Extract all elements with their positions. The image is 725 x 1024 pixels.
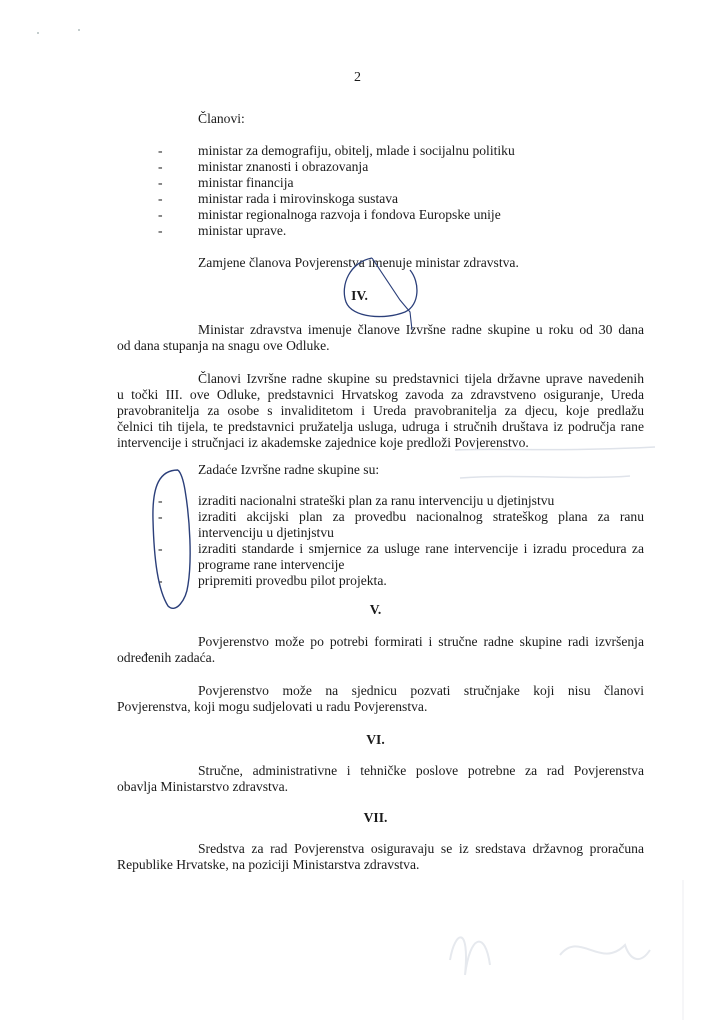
list-dash: - [158, 509, 163, 524]
section-vii-p1-line: Sredstva za rad Povjerenstva osiguravaju se iz sredstava državnog proračuna [198, 841, 644, 856]
list-item: izraditi standarde i smjernice za usluge rane intervencije i izradu procedura za [198, 541, 644, 556]
list-dash: - [158, 191, 163, 206]
list-dash: - [158, 541, 163, 556]
list-item: ministar rada i mirovinskoga sustava [198, 191, 399, 206]
section-iv-p2-line: čelnici tih tijela, te predstavnici pružatelja usluga, udruga i stručnih društava iz područja rane [117, 419, 644, 434]
list-item: izraditi nacionalni strateški plan za ranu intervenciju u djetinjstvu [198, 493, 555, 508]
list-dash: - [158, 573, 163, 588]
section-v-p2-line: Povjerenstvo može na sjednicu pozvati stručnjake koji nisu članovi [198, 683, 644, 698]
section-v-p2-line: Povjerenstva, koji mogu sudjelovati u radu Povjerenstva. [117, 699, 428, 714]
list-item: ministar uprave. [198, 223, 287, 238]
section-vii-p1-line: Republike Hrvatske, na poziciji Ministarstva zdravstva. [117, 857, 420, 872]
faint-scribble-mark [455, 447, 655, 478]
members-heading: Članovi: [198, 111, 245, 126]
section-vi-p1-line: obavlja Ministarstvo zdravstva. [117, 779, 289, 794]
tasks-intro: Zadaće Izvršne radne skupine su: [198, 462, 380, 477]
list-item-cont: intervenciju u djetinjstvu [198, 525, 334, 540]
list-item: ministar znanosti i obrazovanja [198, 159, 369, 174]
section-iv-p2-line: pravobranitelja za osobe s invaliditetom i Ureda pravobranitelja za djecu, koje predlažu [117, 403, 644, 418]
page-number: 2 [354, 70, 361, 85]
list-item: ministar regionalnoga razvoja i fondova Europske unije [198, 207, 501, 222]
list-item: ministar financija [198, 175, 294, 190]
list-item: pripremiti provedbu pilot projekta. [198, 573, 387, 588]
members-substitutes: Zamjene članova Povjerenstva imenuje ministar zdravstva. [198, 255, 519, 270]
section-iv-p1: Ministar zdravstva imenuje članove Izvršne radne skupine u roku od 30 dana [198, 322, 644, 337]
section-vi-p1-line: Stručne, administrativne i tehničke poslove potrebne za rad Povjerenstva [198, 763, 644, 778]
section-iv-p2-line: intervencije i stručnjaci iz akademske zajednice koje predloži Povjerenstvo. [117, 435, 529, 450]
list-dash: - [158, 143, 163, 158]
section-v-heading: V. [369, 602, 382, 617]
list-dash: - [158, 159, 163, 174]
list-dash: - [158, 493, 163, 508]
list-dash: - [158, 207, 163, 222]
list-item: ministar za demografiju, obitelj, mlade i socijalnu politiku [198, 143, 515, 158]
section-iv-p2-line: Članovi Izvršne radne skupine su predstavnici tijela državne uprave navedenih [198, 371, 644, 386]
list-dash: - [158, 223, 163, 238]
section-iv-p1-cont: od dana stupanja na snagu ove Odluke. [117, 338, 330, 353]
section-v-p1-line: Povjerenstvo može po potrebi formirati i stručne radne skupine radi izvršenja [198, 634, 644, 649]
list-item: izraditi akcijski plan za provedbu nacionalnog strateškog plana za ranu [198, 509, 644, 524]
faint-signature-mark [450, 937, 650, 975]
section-v-p1-line: određenih zadaća. [117, 650, 216, 665]
section-vii-heading: VII. [363, 810, 388, 825]
list-dash: - [158, 175, 163, 190]
section-vi-heading: VI. [366, 732, 385, 747]
section-iv-heading: IV. [351, 288, 368, 303]
list-item-cont: programe rane intervencije [198, 557, 345, 572]
section-iv-p2-line: u točki III. ove Odluke, predstavnici Hrvatskog zavoda za zdravstveno osiguranje, Ureda [117, 387, 644, 402]
